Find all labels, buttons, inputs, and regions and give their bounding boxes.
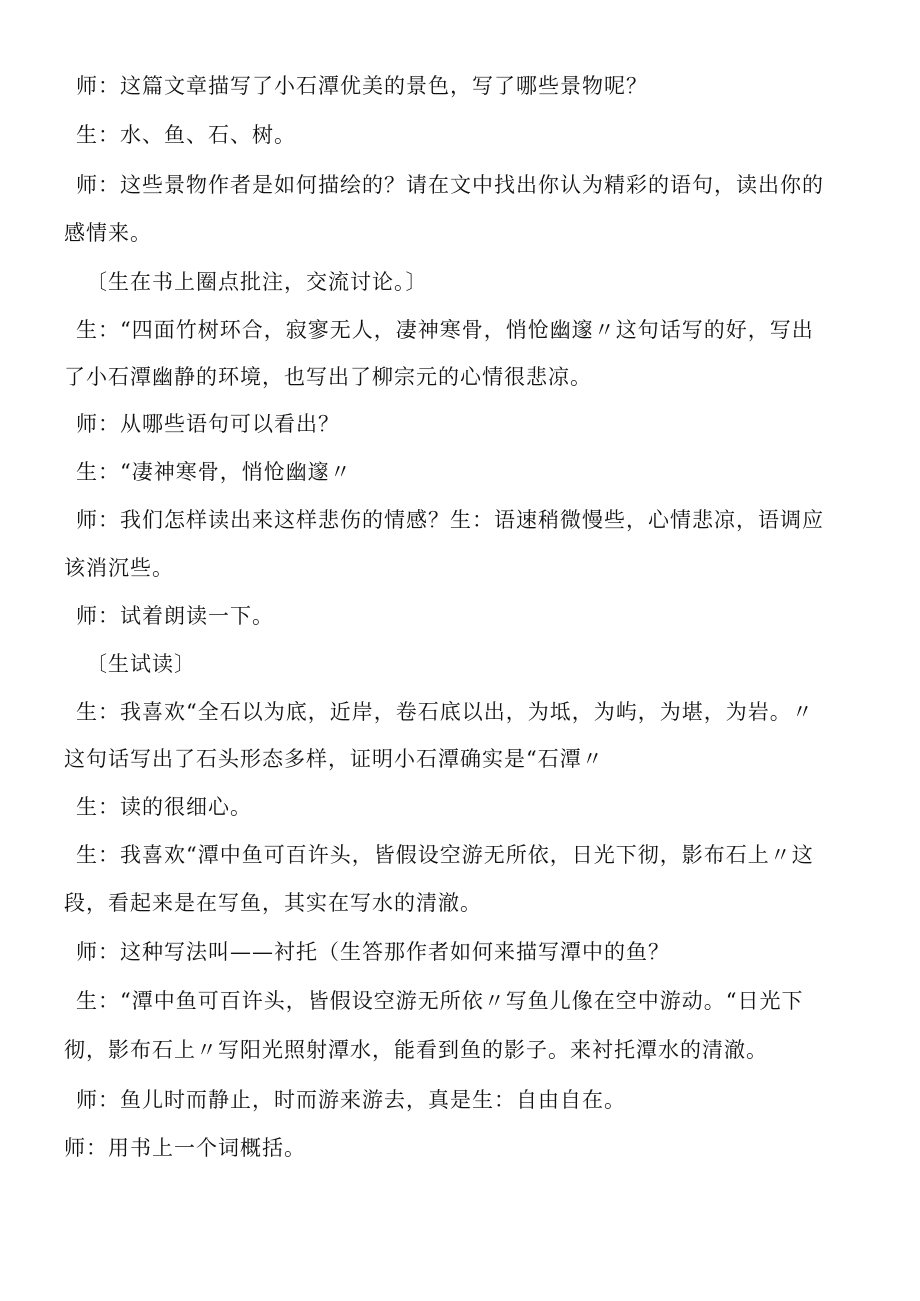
text-line-18: 段，看起来是在写鱼，其实在写水的清澈。 — [64, 891, 482, 915]
text-line-7: 了小石潭幽静的环境，也写出了柳宗元的心情很悲凉。 — [64, 365, 592, 389]
text-line-5: 〔生在书上圈点批注，交流讨论。〕 — [86, 270, 428, 294]
text-line-19: 师：这种写法叫——衬托（生答那作者如何来描写潭中的鱼？ — [76, 940, 670, 964]
text-line-3: 师：这些景物作者是如何描绘的？请在文中找出你认为精彩的语句，读出你的 — [76, 173, 824, 197]
text-line-20: 生：“潭中鱼可百许头，皆假设空游无所依〃写鱼儿像在空中游动。“日光下 — [76, 989, 804, 1013]
text-line-2: 生：水、鱼、石、树。 — [76, 123, 296, 147]
text-line-23: 师：用书上一个词概括。 — [64, 1136, 306, 1160]
text-line-1: 师：这篇文章描写了小石潭优美的景色，写了哪些景物呢？ — [76, 74, 648, 98]
text-line-13: 〔生试读〕 — [86, 652, 196, 676]
text-line-12: 师：试着朗读一下。 — [76, 604, 274, 628]
text-line-17: 生：我喜欢“潭中鱼可百许头，皆假设空游无所依，日光下彻，影布石上〃这 — [76, 843, 814, 867]
text-line-15: 这句话写出了石头形态多样，证明小石潭确实是“石潭〃 — [64, 747, 604, 771]
text-line-16: 生：读的很细心。 — [76, 795, 252, 819]
text-line-8: 师：从哪些语句可以看出？ — [76, 412, 340, 436]
text-line-6: 生：“四面竹树环合，寂寥无人，凄神寒骨，悄怆幽邃〃这句话写的好，写出 — [76, 318, 814, 342]
text-line-11: 该消沉些。 — [64, 556, 174, 580]
text-line-14: 生：我喜欢“全石以为底，近岸，卷石底以出，为坻，为屿，为堪，为岩。〃 — [76, 700, 814, 724]
text-line-4: 感情来。 — [64, 221, 152, 245]
text-line-22: 师：鱼儿时而静止，时而游来游去，真是生：自由自在。 — [76, 1088, 626, 1112]
text-line-9: 生：“凄神寒骨，悄怆幽邃〃 — [76, 460, 352, 484]
text-line-10: 师：我们怎样读出来这样悲伤的情感？生：语速稍微慢些，心情悲凉，语调应 — [76, 508, 824, 532]
text-line-21: 彻，影布石上〃写阳光照射潭水，能看到鱼的影子。来衬托潭水的清澈。 — [64, 1038, 768, 1062]
